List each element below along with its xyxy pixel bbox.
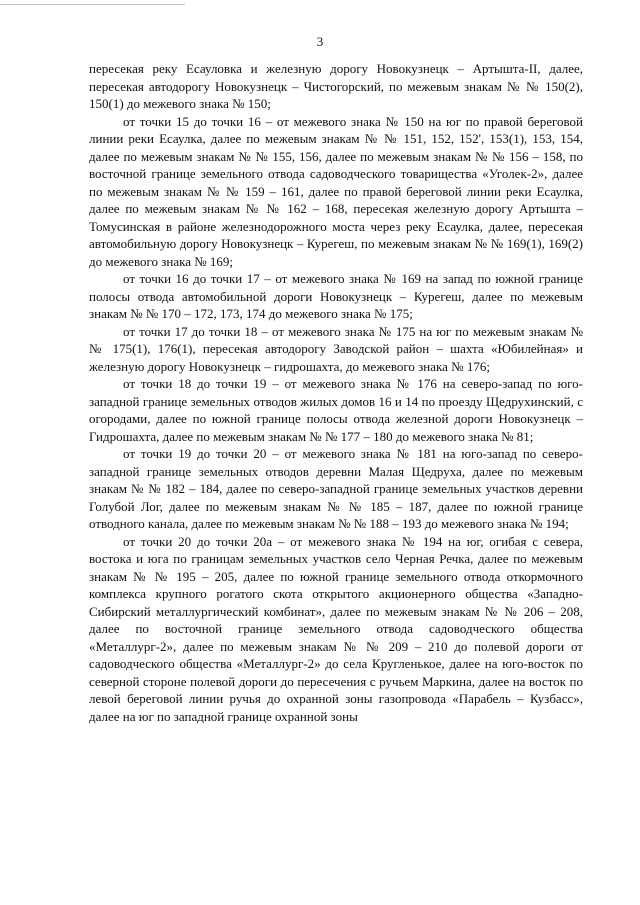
paragraph-point-16-17: от точки 16 до точки 17 – от межевого знака № 169 на запад по южной границе полосы отвода автомобильной дороги Новокузнецк – Курегеш, далее по межевым знакам № № 170 – 172, 173, 174 до межевого знака № 175; bbox=[89, 271, 583, 321]
page-number: 3 bbox=[316, 34, 324, 49]
scan-corner-line bbox=[0, 4, 185, 5]
paragraph-point-18-19: от точки 18 до точки 19 – от межевого знака № 176 на северо-запад по юго-западной границе земельных отводов жилых домов 16 и 14 по проезду Щедрухинский, с огородами, далее по южной границе полосы отвода железной дороги Новокузнецк – Гидрошахта, далее по межевым знакам № № 177 – 180 до межевого знака № 81; bbox=[89, 376, 583, 444]
paragraph-point-17-18: от точки 17 до точки 18 – от межевого знака № 175 на юг по межевым знакам № № 175(1), 176(1), пересекая автодорогу Заводской район – шахта «Юбилейная» и железную дорогу Новокузнецк – гидрошахта, до межевого знака № 176; bbox=[89, 323, 583, 374]
paragraph-continuation: пересекая реку Есауловка и железную дорогу Новокузнецк – Артышта-II, далее, пересекая автодорогу Новокузнецк – Чистогорский, по межевым знакам № № 150(2), 150(1) до межевого знака № 150; bbox=[89, 61, 583, 111]
document-body bbox=[89, 60, 583, 725]
paragraph-point-15-16: от точки 15 до точки 16 – от межевого знака № 150 на юг по правой береговой линии реки Есаулка, далее по межевым знакам № № 151, 152, 152', 153(1), 153, 154, далее по межевым знакам № № 155, 156, далее по межевым знакам № № 156 – 158, по восточной границе земельного отвода садоводческого товарищества «Уголек-2», далее по межевым знакам № № 159 – 161, далее по правой береговой линии реки Есаулка, далее по межевым знакам № № 162 – 168, пересекая железную дорогу Артышта – Томусинская в районе железнодорожного моста через реку Есаулка, далее, пересекая автомобильную дорогу Новокузнецк – Курегеш, по межевым знакам № № 169(1), 169(2) до межевого знака № 169; bbox=[89, 113, 583, 269]
paragraph-point-19-20: от точки 19 до точки 20 – от межевого знака № 181 на юго-запад по северо-западной границе земельных отводов деревни Малая Щедруха, далее по межевым знакам № № 182 – 184, далее по северо-западной границе земельных участков деревни Голубой Лог, далее по межевым знакам № № 185 – 187, далее по южной границе отводного канала, далее по межевым знакам № № 188 – 193 до межевого знака № 194; bbox=[89, 446, 583, 531]
paragraph-point-20-20a: от точки 20 до точки 20а – от межевого знака № 194 на юг, огибая с севера, востока и юга по границам земельных участков село Черная Речка, далее по межевым знакам № № 195 – 205, далее по южной границе земельного отвода откормочного комплекса крупного рогатого скота открытого акционерного общества «Западно-Сибирский металлургический комбинат», далее по межевым знакам № № 206 – 208, далее по восточной границе земельного отвода садоводческого общества «Металлург-2», далее по межевым знакам № № 209 – 210 до полевой дороги от садоводческого общества «Металлург-2» до села Кругленькое, далее на юго-восток по северной стороне полевой дороги до пересечения с ручьем Маркина, далее на восток по левой береговой линии ручья до охранной зоны газопровода «Парабель – Кузбасс», далее на юг по западной границе охранной зоны bbox=[89, 533, 583, 724]
